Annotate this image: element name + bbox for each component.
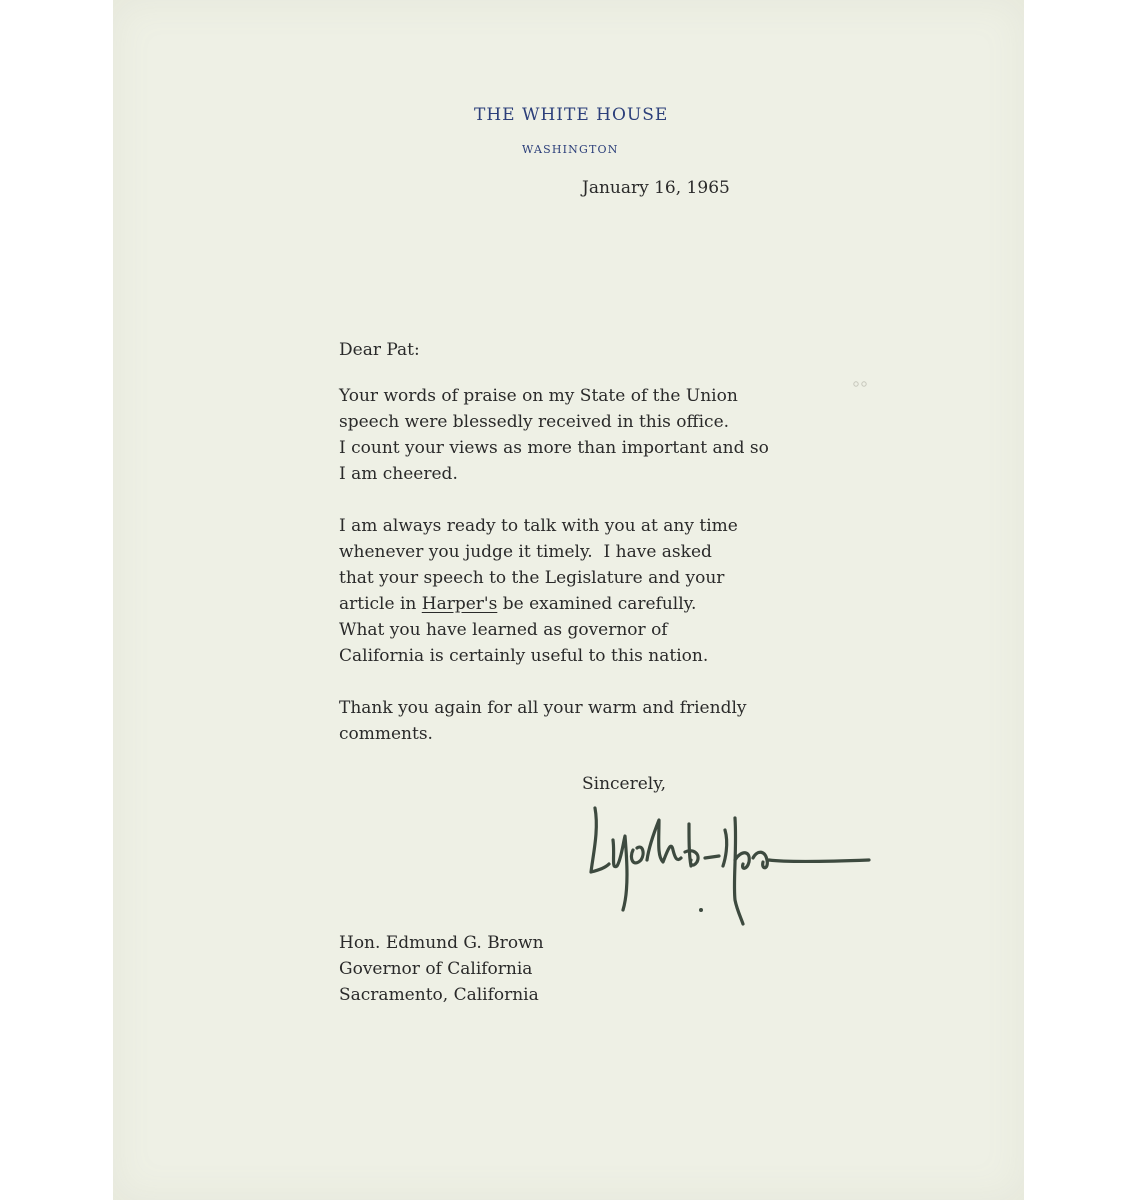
letterhead-title: THE WHITE HOUSE bbox=[474, 105, 669, 125]
paragraph-2 bbox=[339, 513, 738, 669]
paragraph-line: comments. bbox=[339, 724, 433, 744]
paragraph-line: I am always ready to talk with you at any time bbox=[339, 516, 738, 536]
paragraph-3 bbox=[339, 695, 747, 747]
paragraph-line bbox=[339, 591, 738, 617]
paper-mark bbox=[852, 380, 870, 388]
line-text: be examined carefully. bbox=[497, 594, 697, 614]
letter-date: January 16, 1965 bbox=[582, 178, 730, 198]
paragraph-line: I am cheered. bbox=[339, 464, 458, 484]
paragraph-line: whenever you judge it timely. I have asked bbox=[339, 542, 712, 562]
recipient-title: Governor of California bbox=[339, 959, 533, 979]
publication-title: Harper's bbox=[421, 594, 498, 614]
paragraph-line: California is certainly useful to this nation. bbox=[339, 646, 709, 666]
paragraph-line: I count your views as more than important and so bbox=[339, 438, 769, 458]
paragraph-1 bbox=[339, 383, 769, 487]
recipient-location: Sacramento, California bbox=[339, 985, 539, 1005]
line-text: article in bbox=[339, 594, 422, 614]
recipient-block bbox=[339, 930, 544, 1008]
letter-page bbox=[113, 0, 1024, 1200]
paragraph-line: Your words of praise on my State of the Union bbox=[339, 386, 738, 406]
paragraph-line: What you have learned as governor of bbox=[339, 620, 668, 640]
recipient-name: Hon. Edmund G. Brown bbox=[339, 933, 544, 953]
paragraph-line: Thank you again for all your warm and friendly bbox=[339, 698, 747, 718]
handwritten-signature bbox=[585, 800, 875, 930]
letterhead-location: WASHINGTON bbox=[522, 143, 619, 156]
salutation: Dear Pat: bbox=[339, 340, 420, 360]
paragraph-line: that your speech to the Legislature and your bbox=[339, 568, 725, 588]
paragraph-line: speech were blessedly received in this office. bbox=[339, 412, 730, 432]
closing: Sincerely, bbox=[582, 774, 666, 794]
